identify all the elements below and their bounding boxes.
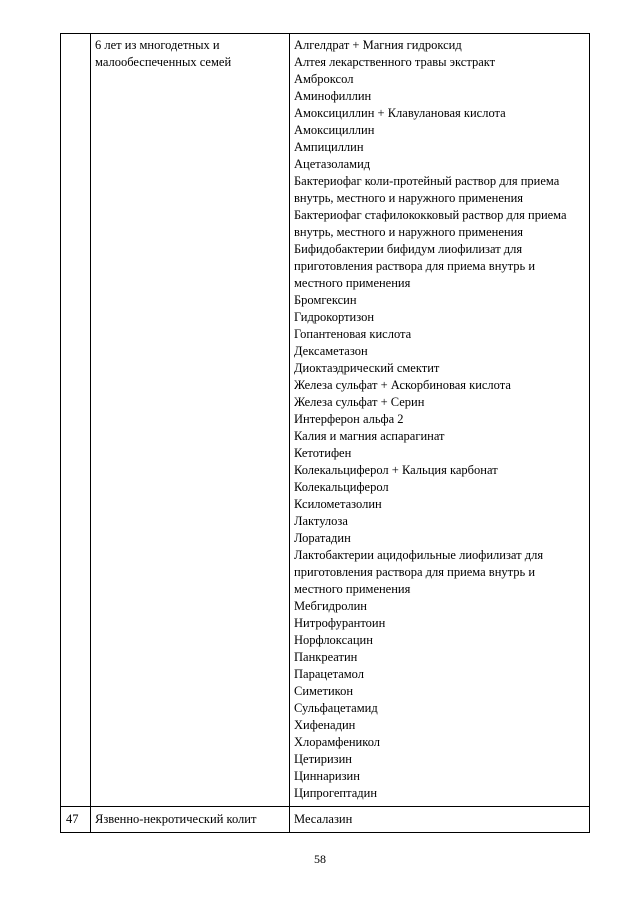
drug-name: Нитрофурантоин: [294, 616, 386, 630]
drug-name: Алтея лекарственного травы экстракт: [294, 55, 496, 69]
drug-name: Ампициллин: [294, 140, 364, 154]
drug-name: Калия и магния аспарагинат: [294, 429, 445, 443]
row-number-cell: [61, 34, 91, 807]
table-row: [61, 807, 590, 833]
condition-cell: [91, 34, 290, 807]
drug-name: Колекальциферол + Кальция карбонат: [294, 463, 498, 477]
condition-text: 6 лет из многодетных и малообеспеченных семей: [95, 38, 232, 69]
table-row: [61, 34, 590, 807]
page-number: 58: [314, 852, 326, 866]
drug-name: Амоксициллин: [294, 123, 375, 137]
drug-name: Месалазин: [294, 812, 353, 826]
drug-name: Диоктаэдрический смектит: [294, 361, 440, 375]
drug-name: Ацетазоламид: [294, 157, 371, 171]
condition-text: Язвенно-некротический колит: [95, 812, 257, 826]
drug-table: [60, 33, 590, 833]
drug-name: Дексаметазон: [294, 344, 368, 358]
drug-name: Амброксол: [294, 72, 354, 86]
drug-name: Циннаризин: [294, 769, 360, 783]
row-number: 47: [66, 812, 79, 826]
drug-name: Лоратадин: [294, 531, 351, 545]
drug-name: Ксилометазолин: [294, 497, 382, 511]
drug-name: Бактериофаг коли-протейный раствор для приема внутрь, местного и наружного применения: [294, 174, 560, 205]
drug-name: Алгелдрат + Магния гидроксид: [294, 38, 462, 52]
drug-name: Лактулоза: [294, 514, 348, 528]
drug-name: Бифидобактерии бифидум лиофилизат для приготовления раствора для приема внутрь и местного применения: [294, 242, 536, 290]
row-number-cell: [61, 807, 91, 833]
drug-name: Гидрокортизон: [294, 310, 375, 324]
drug-name: Хифенадин: [294, 718, 356, 732]
drug-name: Цетиризин: [294, 752, 352, 766]
drug-name: Кетотифен: [294, 446, 352, 460]
drug-name: Колекальциферол: [294, 480, 389, 494]
drug-name: Гопантеновая кислота: [294, 327, 412, 341]
drug-name: Амоксициллин + Клавулановая кислота: [294, 106, 506, 120]
drug-name: Лактобактерии ацидофильные лиофилизат для приготовления раствора для приема внутрь и местного применения: [294, 548, 544, 596]
drug-name: Парацетамол: [294, 667, 365, 681]
row-number: [61, 34, 90, 40]
drug-list-cell: [290, 34, 590, 807]
drug-name: Сульфацетамид: [294, 701, 378, 715]
drug-name: Железа сульфат + Серин: [294, 395, 425, 409]
drug-name: Мебгидролин: [294, 599, 367, 613]
drug-name: Железа сульфат + Аскорбиновая кислота: [294, 378, 511, 392]
drug-name: Бромгексин: [294, 293, 357, 307]
drug-name: Интерферон альфа 2: [294, 412, 404, 426]
condition-cell: [91, 807, 290, 833]
drug-list: [290, 807, 589, 832]
drug-name: Хлорамфеникол: [294, 735, 381, 749]
drug-name: Панкреатин: [294, 650, 358, 664]
drug-name: Ципрогептадин: [294, 786, 378, 800]
drug-name: Бактериофаг стафилококковый раствор для приема внутрь, местного и наружного применения: [294, 208, 567, 239]
drug-list-cell: [290, 807, 590, 833]
drug-name: Аминофиллин: [294, 89, 372, 103]
drug-list: [290, 34, 589, 805]
drug-name: Норфлоксацин: [294, 633, 373, 647]
drug-name: Симетикон: [294, 684, 354, 698]
